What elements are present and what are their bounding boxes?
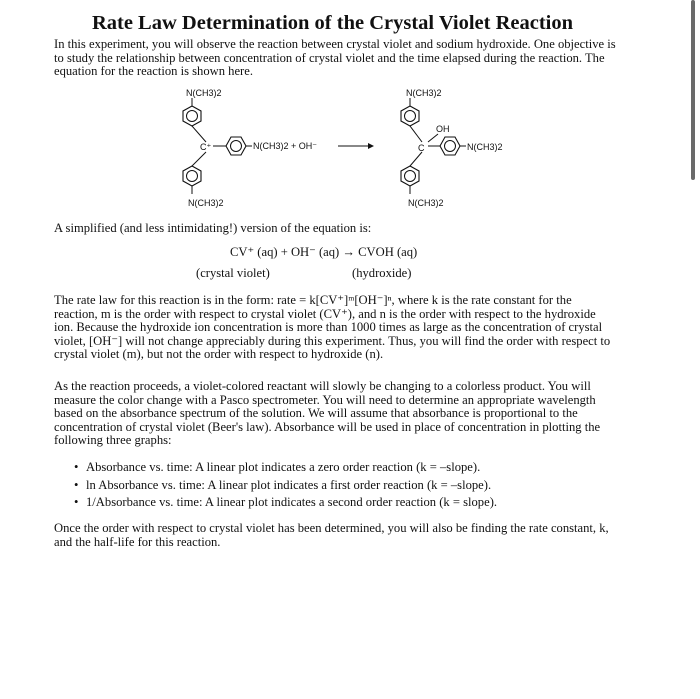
right-right-group: N(CH3)2: [467, 142, 503, 152]
simplified-equation: CV⁺ (aq) + OH⁻ (aq) → CVOH (aq): [230, 245, 418, 259]
left-bottom-ring: [183, 166, 201, 186]
equation-label-crystal-violet: (crystal violet): [196, 266, 270, 280]
left-top-ring: [183, 106, 201, 126]
right-bottom-group: N(CH3)2: [408, 198, 444, 208]
reaction-structure-diagram: [160, 84, 620, 216]
left-top-group: N(CH3)2: [186, 88, 222, 98]
reaction-paragraph: As the reaction proceeds, a violet-colored reactant will slowly be changing to a colorless product. You will measure the color change with a Pasco spectrometer. You will need to determine an appropriate wavelength based on the absorbance spectrum of the solution. We will assume that absorbance is proportional to the concentration of crystal violet (Beer's law). Absorbance will be used in place of concentration in plotting the following three graphs:: [54, 379, 601, 448]
reaction-arrow-icon: [368, 143, 374, 149]
right-center-carbon: C: [418, 143, 425, 153]
right-top-group: N(CH3)2: [406, 88, 442, 98]
rate-law-paragraph: The rate law for this reaction is in the form: rate = k[CV⁺]ᵐ[OH⁻]ⁿ, where k is the rate constant for the reaction, m is the order with respect to crystal violet (CV⁺), and n is the order with respect to the hydroxide ion. Because the hydroxide ion concentration is more than 1000 times as large as the concentration of crystal violet, [OH⁻] will not change appreciably during this experiment. Thus, you will find the order with respect to crystal violet (m), but not the order with respect to hydroxide (n).: [54, 293, 611, 362]
left-bottom-group: N(CH3)2: [188, 198, 224, 208]
bullet-zero-order: • Absorbance vs. time: A linear plot indicates a zero order reaction (k = –slope).: [74, 459, 594, 477]
right-bottom-ring: [401, 166, 419, 186]
left-right-group: N(CH3)2 + OH⁻: [253, 141, 318, 151]
bullet-second-order: • 1/Absorbance vs. time: A linear plot indicates a second order reaction (k = slope).: [74, 494, 594, 512]
intro-paragraph: In this experiment, you will observe the reaction between crystal violet and sodium hydroxide. One objective is to study the relationship between concentration of crystal violet and the time elapsed during the reaction. The equation for the reaction is shown here.: [54, 37, 616, 79]
bullet-first-order: • ln Absorbance vs. time: A linear plot indicates a first order reaction (k = –slope).: [74, 477, 594, 495]
equation-label-hydroxide: (hydroxide): [352, 266, 412, 280]
closing-paragraph: Once the order with respect to crystal violet has been determined, you will also be finding the rate constant, k, and the half-life for this reaction.: [54, 521, 609, 549]
graph-bullet-list: [74, 459, 594, 512]
left-center-carbon: C⁺: [200, 142, 212, 152]
scrollbar-thumb[interactable]: [691, 0, 695, 180]
right-right-ring: [440, 137, 460, 155]
right-top-ring: [401, 106, 419, 126]
simplified-intro: A simplified (and less intimidating!) version of the equation is:: [54, 221, 372, 235]
left-right-ring: [226, 137, 246, 155]
page-title: Rate Law Determination of the Crystal Violet Reaction: [91, 12, 574, 34]
right-oh-group: OH: [436, 124, 450, 134]
